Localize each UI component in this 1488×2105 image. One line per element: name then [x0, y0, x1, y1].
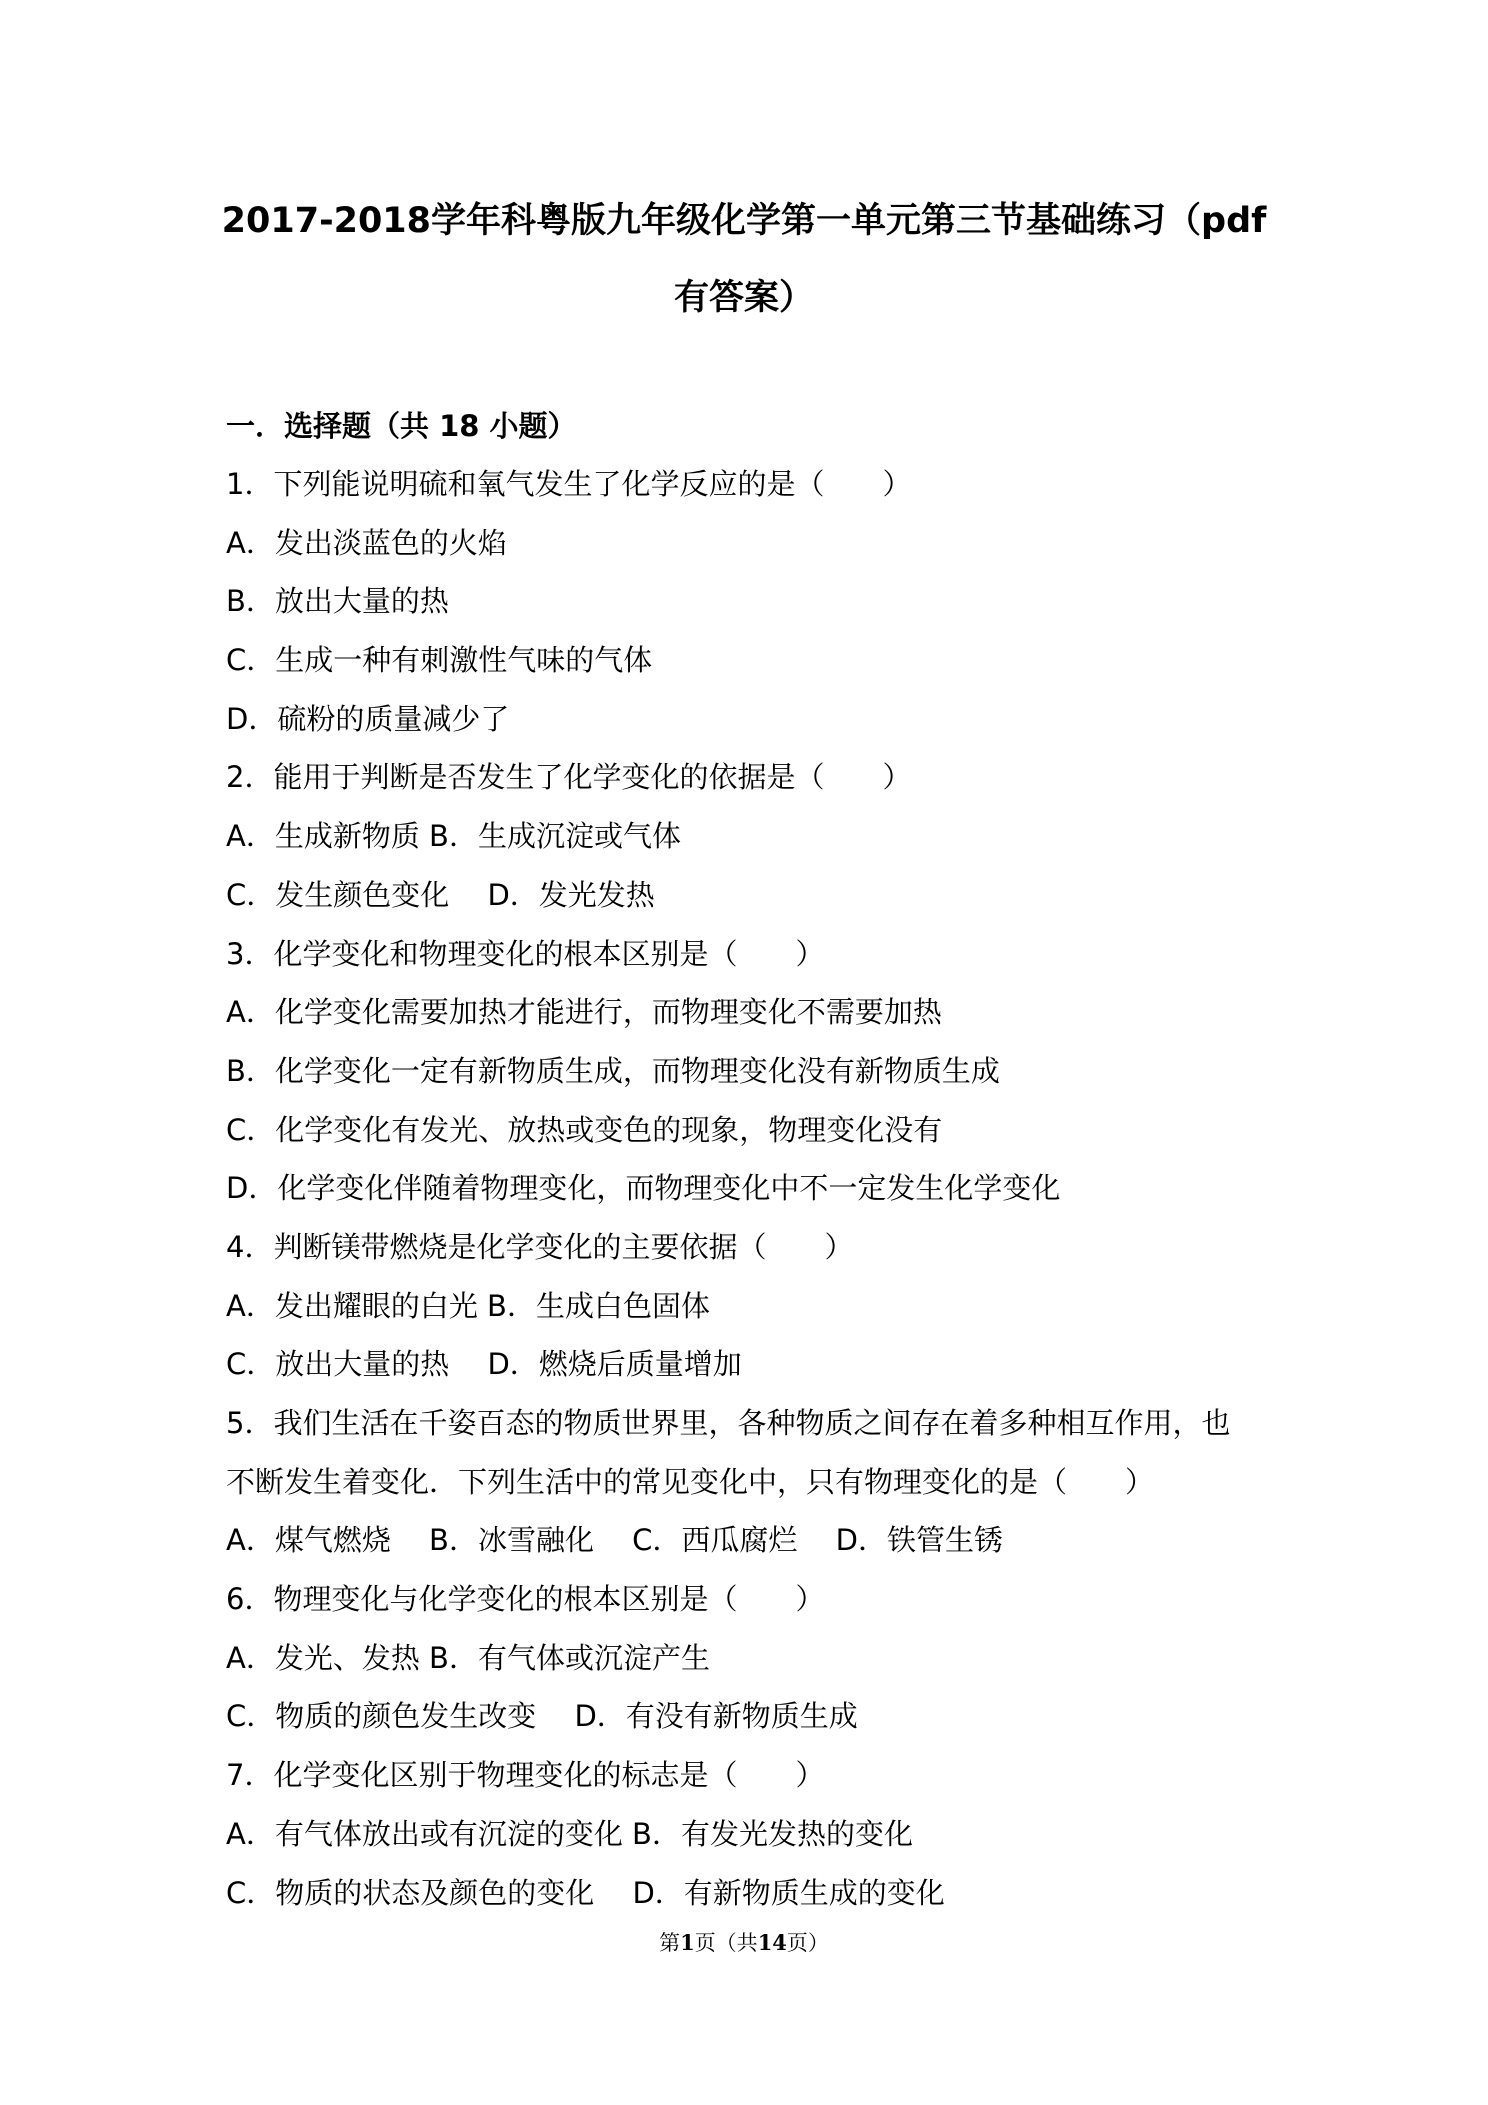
section-heading: 一．选择题（共 18 小题） [226, 409, 577, 443]
text-line: A．有气体放出或有沉淀的变化 B．有发光发热的变化 [226, 1816, 913, 1851]
text-line: A．化学变化需要加热才能进行，而物理变化不需要加热 [226, 995, 942, 1030]
text-line: C．生成一种有刺激性气味的气体 [226, 643, 653, 678]
text-line: 2．能用于判断是否发生了化学变化的依据是（ ） [226, 760, 912, 795]
text-line: D．化学变化伴随着物理变化，而物理变化中不一定发生化学变化 [226, 1171, 1061, 1206]
text-line: 1．下列能说明硫和氧气发生了化学反应的是（ ） [226, 467, 912, 501]
document-title-line-1: 2017-2018学年科粤版九年级化学第一单元第三节基础练习（pdf [221, 201, 1267, 241]
footer-suffix: 页） [786, 1931, 829, 1955]
text-line: C．物质的颜色发生改变 D．有没有新物质生成 [226, 1699, 858, 1734]
footer-middle: 页（共 [694, 1931, 758, 1955]
footer-prefix: 第 [659, 1931, 681, 1955]
text-line: D．硫粉的质量减少了 [226, 701, 510, 736]
text-line: A．发出淡蓝色的火焰 [226, 525, 507, 560]
text-line: 不断发生着变化．下列生活中的常见变化中，只有物理变化的是（ ） [226, 1464, 1155, 1499]
text-line: A．发出耀眼的白光 B．生成白色固体 [226, 1288, 710, 1323]
text-line: B．化学变化一定有新物质生成，而物理变化没有新物质生成 [226, 1053, 1000, 1088]
text-line: C．发生颜色变化 D．发光发热 [226, 877, 655, 912]
text-line: A．发光、发热 B．有气体或沉淀产生 [226, 1640, 710, 1675]
text-line: 6．物理变化与化学变化的根本区别是（ ） [226, 1582, 825, 1617]
text-line: C．放出大量的热 D．燃烧后质量增加 [226, 1347, 742, 1382]
footer-total-pages: 14 [757, 1930, 787, 1955]
text-line: A．生成新物质 B．生成沉淀或气体 [226, 819, 681, 854]
page-footer [0, 1928, 1488, 1958]
text-line: A．煤气燃烧 B．冰雪融化 C．西瓜腐烂 D．铁管生锈 [226, 1523, 1003, 1558]
text-line: C．物质的状态及颜色的变化 D．有新物质生成的变化 [226, 1875, 945, 1910]
text-line: 3．化学变化和物理变化的根本区别是（ ） [226, 936, 825, 971]
footer-page-number: 1 [680, 1930, 695, 1955]
text-line: 7．化学变化区别于物理变化的标志是（ ） [226, 1758, 825, 1793]
text-line: C．化学变化有发光、放热或变色的现象，物理变化没有 [226, 1112, 943, 1147]
text-line: 4．判断镁带燃烧是化学变化的主要依据（ ） [226, 1229, 854, 1264]
document-title-line-2: 有答案） [673, 278, 814, 318]
text-line: 5．我们生活在千姿百态的物质世界里，各种物质之间存在着多种相互作用，也 [226, 1406, 1231, 1440]
question-list [226, 455, 1276, 1922]
text-line: B．放出大量的热 [226, 584, 449, 619]
